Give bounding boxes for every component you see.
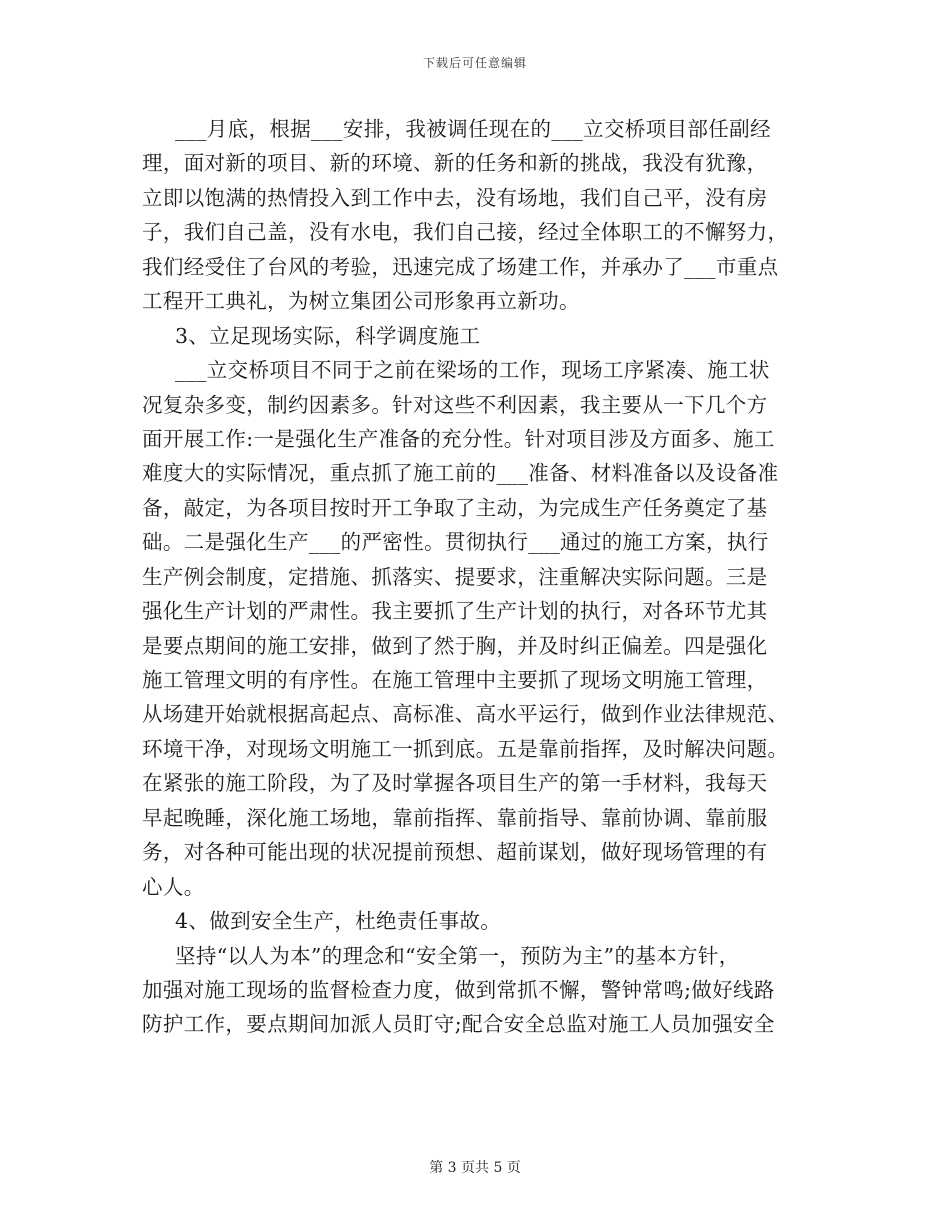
text-line: 面开展工作:一是强化生产准备的充分性。针对项目涉及方面多、施工	[142, 426, 775, 451]
text-line: 础。二是强化生产___的严密性。贯彻执行___通过的施工方案，执行	[142, 530, 769, 555]
text-line: 防护工作，要点期间加派人员盯守;配合安全总监对施工人员加强安全	[142, 1012, 775, 1037]
text-line: ___月底，根据___安排，我被调任现在的___立交桥项目部任副经	[175, 117, 771, 141]
text-line: 子，我们自己盖，没有水电，我们自己接，经过全体职工的不懈努力，	[142, 220, 789, 245]
text-line: ___立交桥项目不同于之前在梁场的工作，现场工序紧凑、施工状	[175, 358, 770, 383]
text-line: 理，面对新的项目、新的环境、新的任务和新的挑战，我没有犹豫，	[142, 151, 768, 176]
page-footer: 第 3 页共 5 页	[429, 1160, 521, 1176]
text-line: 施工管理文明的有序性。在施工管理中主要抓了现场文明施工管理，	[142, 668, 768, 692]
text-line: 难度大的实际情况，重点抓了施工前的___准备、材料准备以及设备准	[142, 461, 779, 486]
text-line: 务，对各种可能出现的状况提前预想、超前谋划，做好现场管理的有	[142, 840, 768, 865]
page-header: 下载后可任意编辑	[422, 56, 527, 70]
text-line: 环境干净，对现场文明施工一抓到底。五是靠前指挥，及时解决问题。	[142, 736, 789, 761]
text-line: 生产例会制度，定措施、抓落实、提要求，注重解决实际问题。三是	[142, 564, 768, 589]
text-line: 心人。	[142, 874, 205, 899]
text-line: 早起晚睡，深化施工场地，靠前指挥、靠前指导、靠前协调、靠前服	[142, 805, 768, 830]
text-line: 工程开工典礼，为树立集团公司形象再立新功。	[142, 289, 580, 314]
text-line: 备，敲定，为各项目按时开工争取了主动，为完成生产任务奠定了基	[142, 495, 768, 520]
text-line: 加强对施工现场的监督检查力度，做到常抓不懈，警钟常鸣;做好线路	[142, 977, 775, 1002]
text-line: 强化生产计划的严肃性。我主要抓了生产计划的执行，对各环节尤其	[142, 599, 768, 624]
text-line: 立即以饱满的热情投入到工作中去，没有场地，我们自己平，没有房	[142, 185, 768, 210]
section-heading: 3、立足现场实际，科学调度施工	[175, 323, 481, 348]
text-line: 坚持“以人为本”的理念和“安全第一，预防为主”的基本方针，	[175, 943, 740, 968]
text-line: 是要点期间的施工安排，做到了然于胸，并及时纠正偏差。四是强化	[142, 633, 768, 658]
body-text	[142, 112, 810, 1042]
text-line: 我们经受住了台风的考验，迅速完成了场建工作，并承办了___市重点	[142, 254, 779, 279]
text-line: 况复杂多变，制约因素多。针对这些不利因素，我主要从一下几个方	[142, 392, 768, 417]
text-line: 从场建开始就根据高起点、高标准、高水平运行，做到作业法律规范、	[142, 702, 789, 727]
text-line: 在紧张的施工阶段，为了及时掌握各项目生产的第一手材料，我每天	[142, 771, 768, 796]
section-heading: 4、做到安全生产，杜绝责任事故。	[175, 909, 502, 934]
